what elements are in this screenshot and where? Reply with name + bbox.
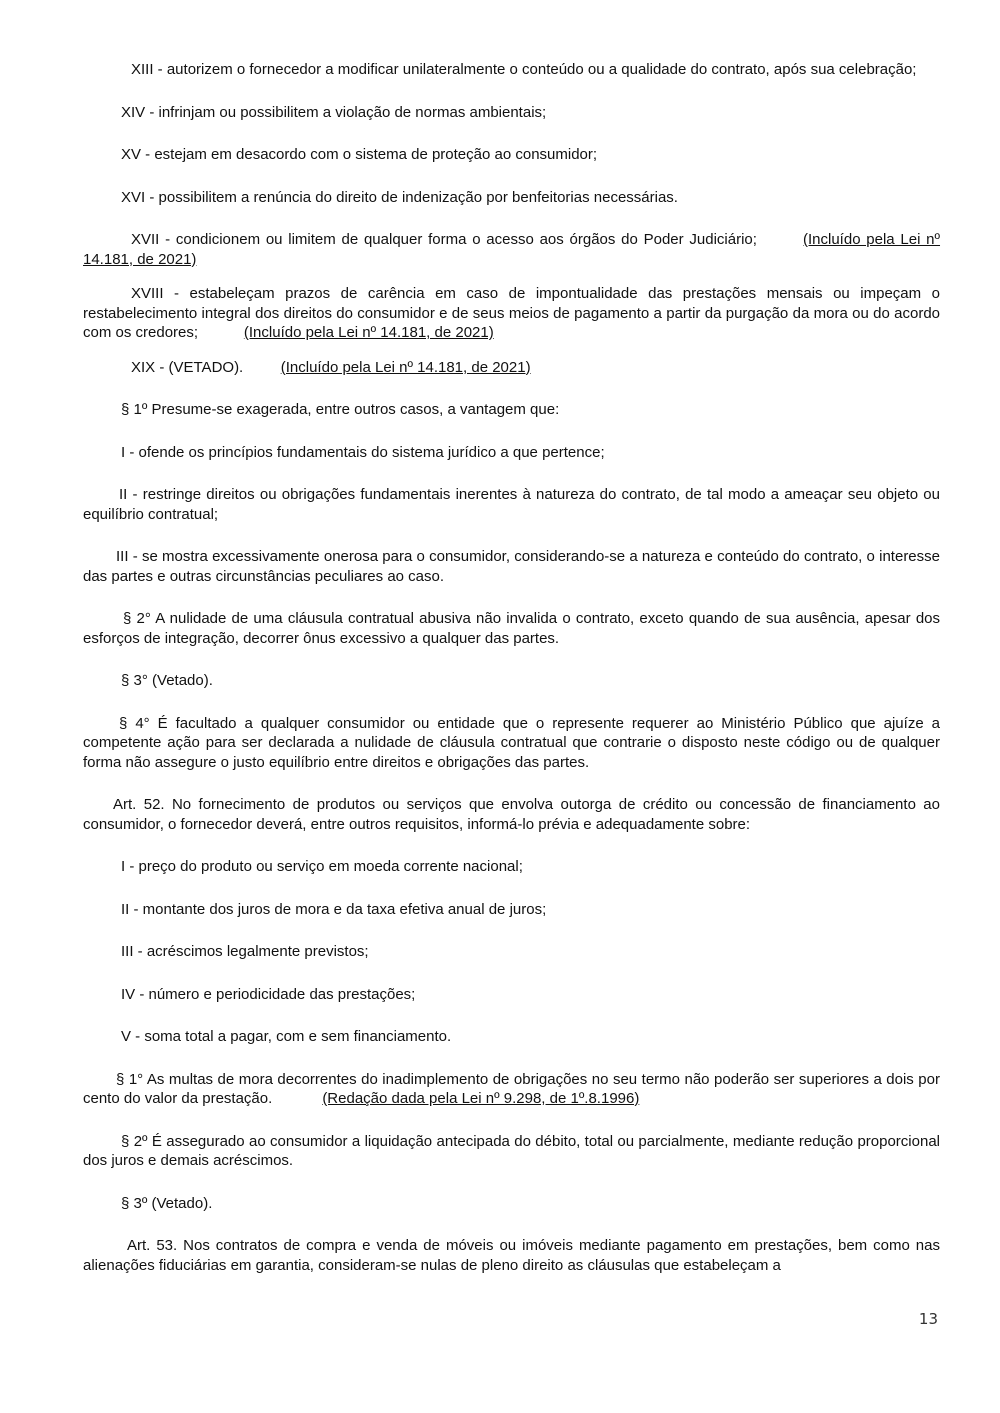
paragraph-text: IV - número e periodicidade das prestações;: [121, 985, 416, 1003]
paragraph-art52-inciso-v: [83, 1027, 940, 1047]
paragraph-text: XVI - possibilitem a renúncia do direito de indenização por benfeitorias necessárias.: [121, 188, 678, 206]
paragraph-inciso-ii: [83, 485, 940, 524]
paragraph-art52-inciso-iv: [83, 985, 940, 1005]
paragraph-text: I - ofende os princípios fundamentais do sistema jurídico a que pertence;: [121, 443, 605, 461]
paragraph-art52-inciso-ii: [83, 900, 940, 920]
paragraph-text: III - se mostra excessivamente onerosa para o consumidor, considerando-se a natureza e conteúdo do contrato, o interesse das partes e outras circunstâncias peculiares ao caso.: [83, 548, 940, 585]
paragraph-article-53: [83, 1236, 940, 1275]
paragraph-inciso-xix: [83, 358, 940, 378]
paragraph-article-52: [83, 795, 940, 834]
paragraph-art52-section-3: [83, 1194, 940, 1214]
paragraph-text: II - restringe direitos ou obrigações fundamentais inerentes à natureza do contrato, de tal modo a ameaçar seu objeto ou equilíbrio contratual;: [83, 486, 940, 523]
paragraph-text: V - soma total a pagar, com e sem financiamento.: [121, 1028, 452, 1045]
paragraph-art52-section-2: [83, 1132, 940, 1171]
paragraph-text: XV - estejam em desacordo com o sistema de proteção ao consumidor;: [121, 146, 598, 163]
amendment-reference-link[interactable]: (Redação dada pela Lei nº 9.298, de 1º.8.1996): [322, 1090, 640, 1107]
amendment-reference-link[interactable]: (Incluído pela Lei nº 14.181, de 2021): [280, 358, 531, 376]
paragraph-text: § 1° As multas de mora decorrentes do inadimplemento de obrigações no seu termo não poderão ser superiores a dois por cento do valor da prestação.: [83, 1070, 940, 1107]
paragraph-art52-section-1: [83, 1070, 940, 1109]
paragraph-text: XIII - autorizem o fornecedor a modificar unilateralmente o conteúdo ou a qualidade do contrato, após sua celebração;: [131, 61, 917, 78]
paragraph-text: XVIII - estabeleçam prazos de carência em caso de impontualidade das prestações mensais ou impeçam o restabelecimento integral dos direitos do consumidor e de seus meios de pagamento a partir da purgação da mora ou do acordo com os credores;: [83, 285, 940, 341]
paragraph-text: § 2º É assegurado ao consumidor a liquidação antecipada do débito, total ou parcialmente, mediante redução proporcional dos juros e demais acréscimos.: [83, 1132, 940, 1169]
paragraph-text: § 3º (Vetado).: [121, 1194, 213, 1212]
paragraph-text: II - montante dos juros de mora e da taxa efetiva anual de juros;: [121, 900, 547, 918]
paragraph-text: Art. 52. No fornecimento de produtos ou serviços que envolva outorga de crédito ou concessão de financiamento ao consumidor, o fornecedor deverá, entre outros requisitos, informá-lo prévia e adequadamente sobre:: [83, 796, 940, 833]
paragraph-text: § 3° (Vetado).: [121, 672, 213, 689]
paragraph-art52-inciso-i: [83, 857, 940, 877]
paragraph-text: III - acréscimos legalmente previstos;: [121, 943, 369, 960]
paragraph-text: § 4° É facultado a qualquer consumidor ou entidade que o represente requerer ao Ministério Público que ajuíze a competente ação para ser declarada a nulidade de cláusula contratual que contrarie o disposto neste código ou de qualquer forma não assegure o justo equilíbrio entre direitos e obrigações das partes.: [83, 714, 940, 771]
paragraph-section-1: [83, 400, 940, 420]
amendment-reference-link[interactable]: (Incluído pela Lei nº 14.181, de 2021): [83, 231, 941, 268]
paragraph-inciso-i: [83, 443, 940, 463]
paragraph-text: I - preço do produto ou serviço em moeda corrente nacional;: [121, 858, 523, 875]
paragraph-section-4: [83, 714, 940, 773]
paragraph-section-2: [83, 609, 940, 648]
paragraph-text: XVII - condicionem ou limitem de qualquer forma o acesso aos órgãos do Poder Judiciário;: [131, 231, 757, 248]
paragraph-text: XIX - (VETADO).: [131, 358, 244, 376]
paragraph-art52-inciso-iii: [83, 942, 940, 962]
paragraph-text: § 1º Presume-se exagerada, entre outros casos, a vantagem que:: [121, 401, 560, 418]
paragraph-inciso-xv: [83, 145, 940, 165]
paragraph-inciso-xiv: [83, 103, 940, 123]
paragraph-inciso-iii: [83, 547, 940, 586]
amendment-reference-link[interactable]: (Incluído pela Lei nº 14.181, de 2021): [243, 324, 494, 341]
paragraph-inciso-xiii: [83, 60, 940, 80]
document-body: [83, 60, 940, 1275]
paragraph-text: Art. 53. Nos contratos de compra e venda de móveis ou imóveis mediante pagamento em prestações, bem como nas alienações fiduciárias em garantia, consideram-se nulas de pleno direito as cláusulas que estabeleçam a: [83, 1237, 940, 1274]
paragraph-text: XIV - infrinjam ou possibilitem a violação de normas ambientais;: [121, 103, 547, 121]
page-number: 13: [918, 1310, 938, 1328]
paragraph-section-3: [83, 671, 940, 691]
paragraph-text: § 2° A nulidade de uma cláusula contratual abusiva não invalida o contrato, exceto quando de sua ausência, apesar dos esforços de integração, decorrer ônus excessivo a qualquer das partes.: [83, 610, 940, 647]
paragraph-inciso-xvii: [83, 230, 940, 269]
paragraph-inciso-xvi: [83, 188, 940, 208]
paragraph-inciso-xviii: [83, 284, 940, 343]
